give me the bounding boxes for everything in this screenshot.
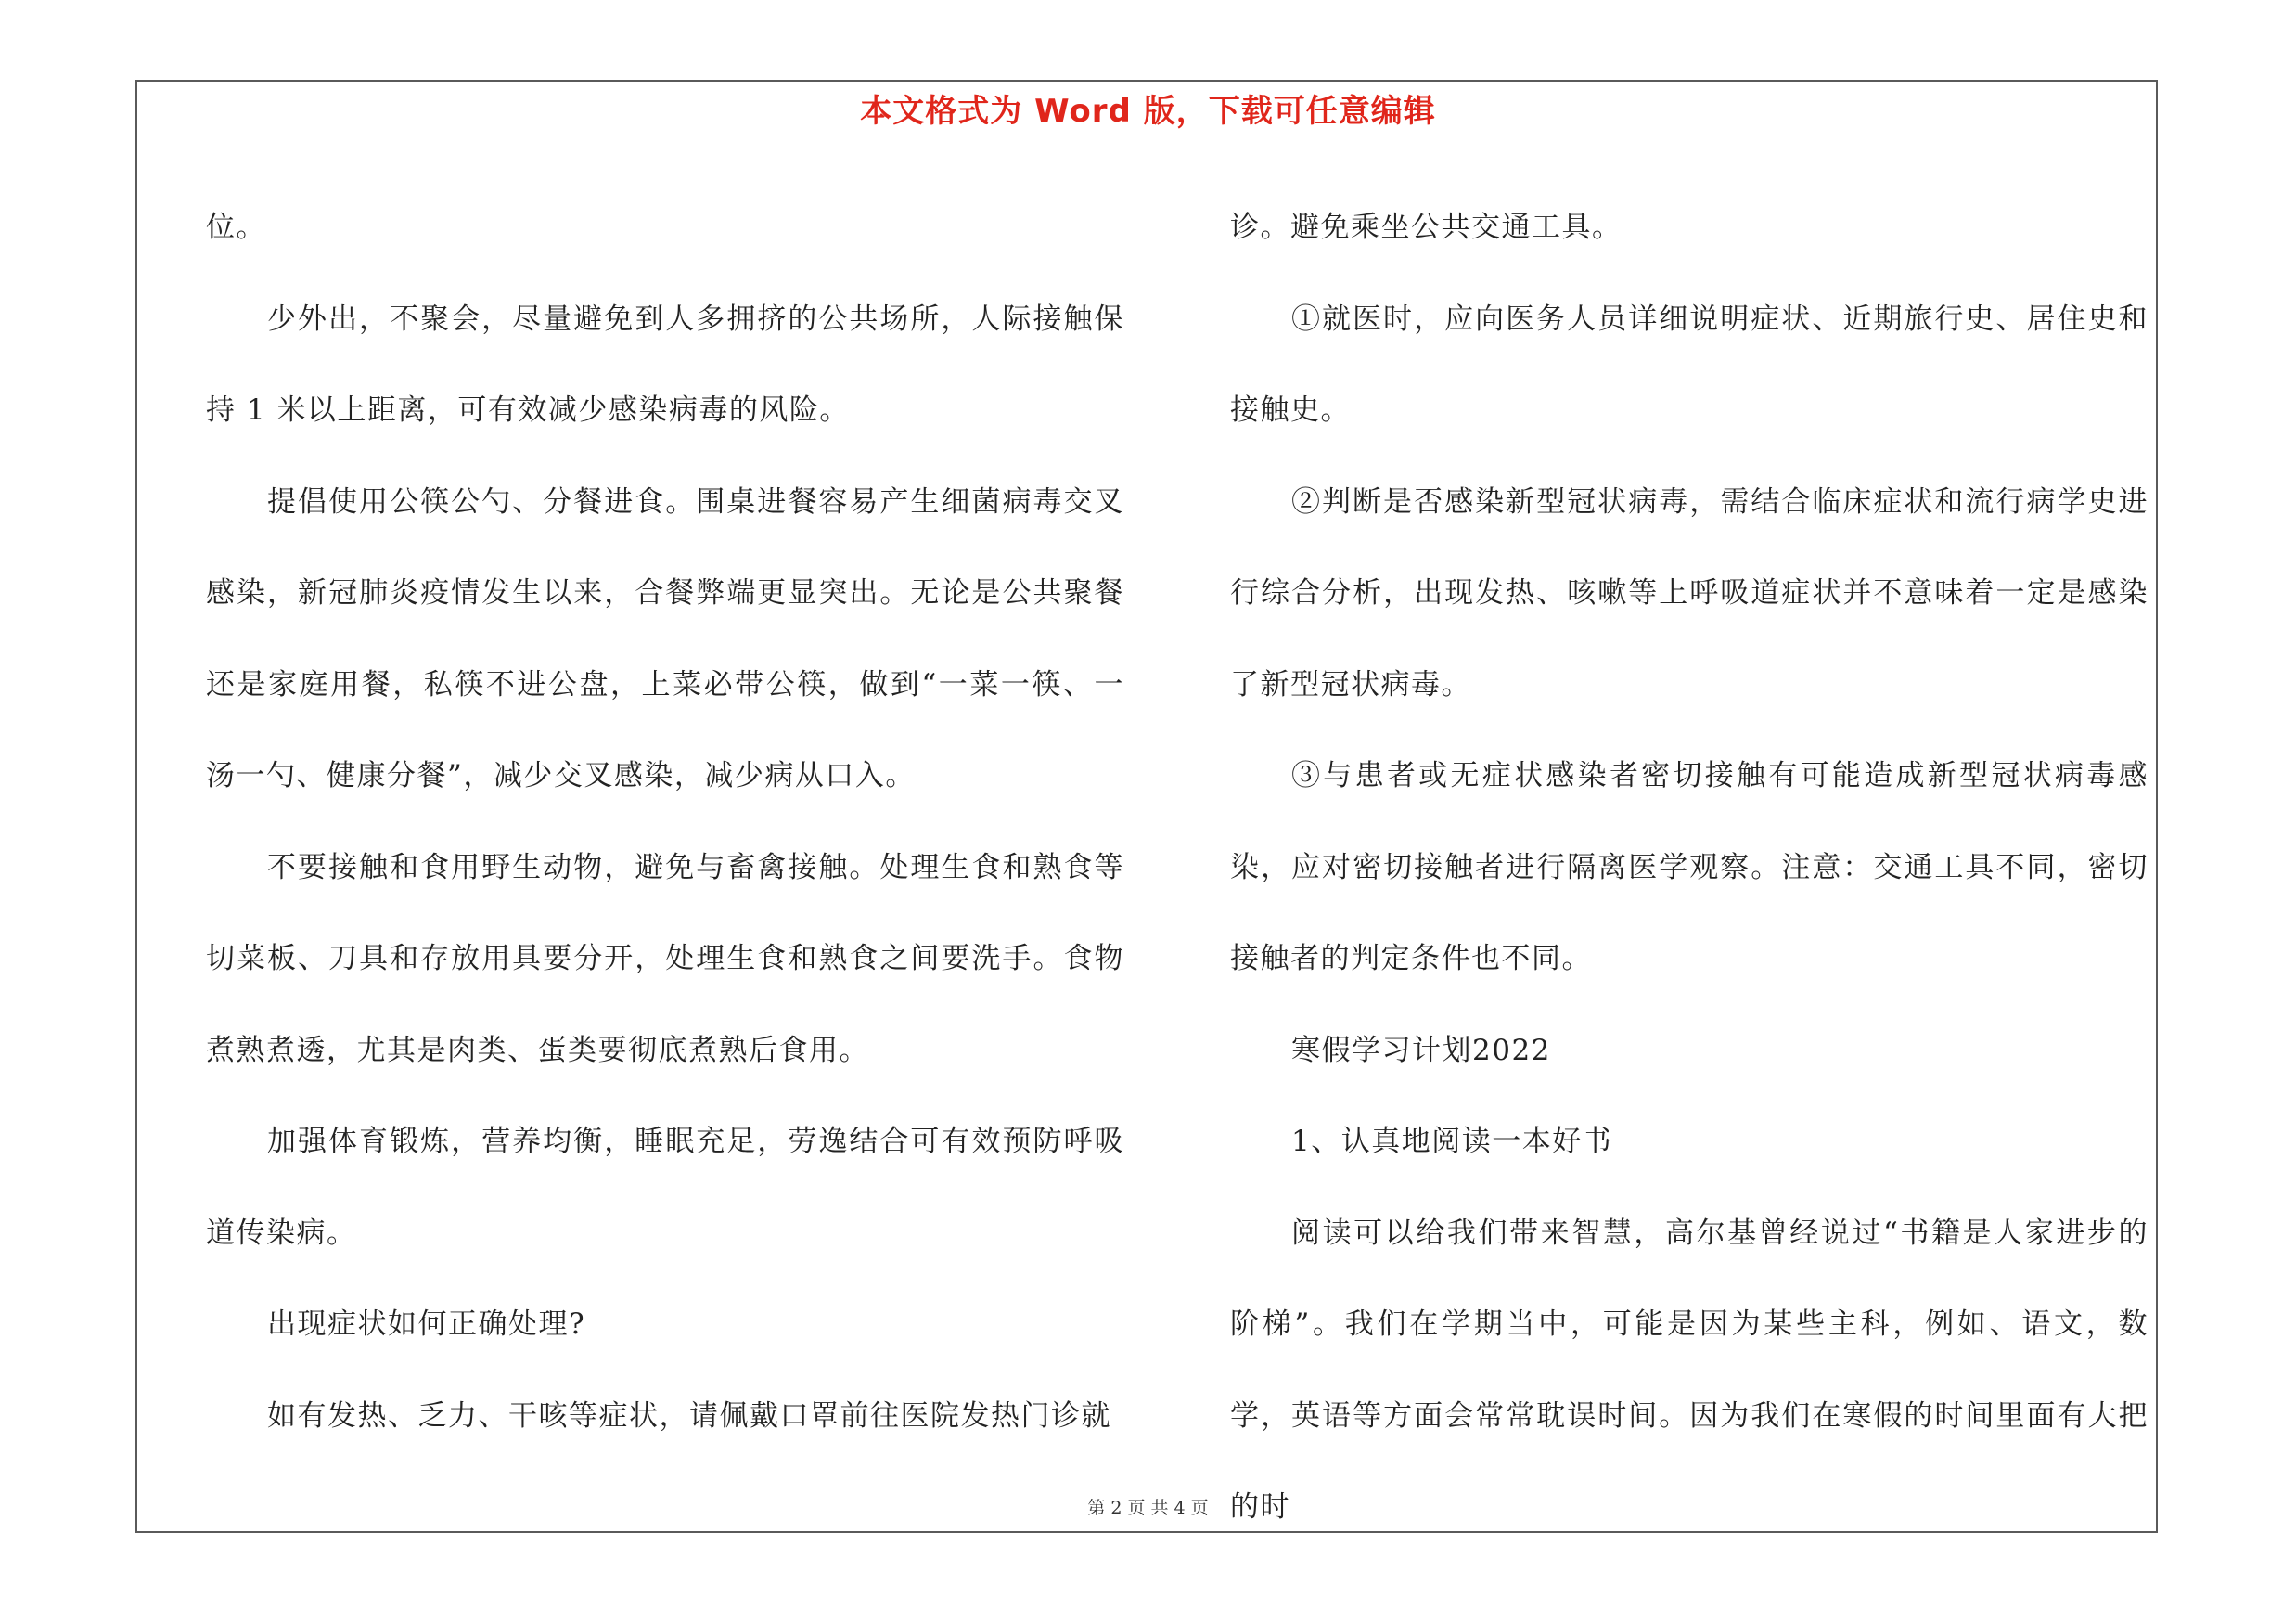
body-paragraph: 位。 — [206, 211, 266, 244]
body-paragraph: 不要接触和食用野生动物，避免与畜禽接触。处理生食和熟食等切菜板、刀具和存放用具要分开，处理生食和熟食之间要洗手。食物煮熟煮透，尤其是肉类、蛋类要彻底煮熟后食用。 — [206, 850, 1124, 1067]
body-paragraph: 少外出，不聚会，尽量避免到人多拥挤的公共场所，人际接触保持 1 米以上距离，可有效减少感染病毒的风险。 — [206, 302, 1124, 427]
numbered-paragraph: ②判断是否感染新型冠状病毒，需结合临床症状和流行病学史进行综合分析，出现发热、咳嗽等上呼吸道症状并不意味着一定是感染了新型冠状病毒。 — [1230, 484, 2148, 702]
body-paragraph: 提倡使用公筷公勺、分餐进食。围桌进餐容易产生细菌病毒交叉感染，新冠肺炎疫情发生以来，合餐弊端更显突出。无论是公共聚餐还是家庭用餐，私筷不进公盘，上菜必带公筷，做到“一菜一筷、一汤一勺、健康分餐”，减少交叉感染，减少病从口入。 — [206, 484, 1124, 792]
left-column — [206, 182, 1124, 1462]
numbered-paragraph: ①就医时，应向医务人员详细说明症状、近期旅行史、居住史和接触史。 — [1230, 302, 2148, 427]
right-column — [1230, 182, 2148, 1553]
section-heading: 出现症状如何正确处理? — [267, 1307, 586, 1341]
numbered-paragraph: ③与患者或无症状感染者密切接触有可能造成新型冠状病毒感染，应对密切接触者进行隔离医学观察。注意：交通工具不同，密切接触者的判定条件也不同。 — [1230, 759, 2148, 975]
body-paragraph: 诊。避免乘坐公共交通工具。 — [1230, 211, 1623, 244]
body-paragraph: 阅读可以给我们带来智慧，高尔基曾经说过“书籍是人家进步的阶梯”。我们在学期当中，可能是因为某些主科，例如、语文，数学，英语等方面会常常耽误时间。因为我们在寒假的时间里面有大把的时 — [1230, 1216, 2148, 1524]
section-heading: 1、认真地阅读一本好书 — [1291, 1125, 1613, 1158]
body-paragraph: 加强体育锻炼，营养均衡，睡眠充足，劳逸结合可有效预防呼吸道传染病。 — [206, 1125, 1124, 1250]
body-paragraph: 如有发热、乏力、干咳等症状，请佩戴口罩前往医院发热门诊就 — [267, 1398, 1111, 1433]
page-number: 第 2 页 共 4 页 — [1087, 1498, 1209, 1518]
editable-format-banner: 本文格式为 Word 版，下载可任意编辑 — [860, 93, 1436, 130]
section-title: 寒假学习计划2022 — [1291, 1033, 1551, 1067]
